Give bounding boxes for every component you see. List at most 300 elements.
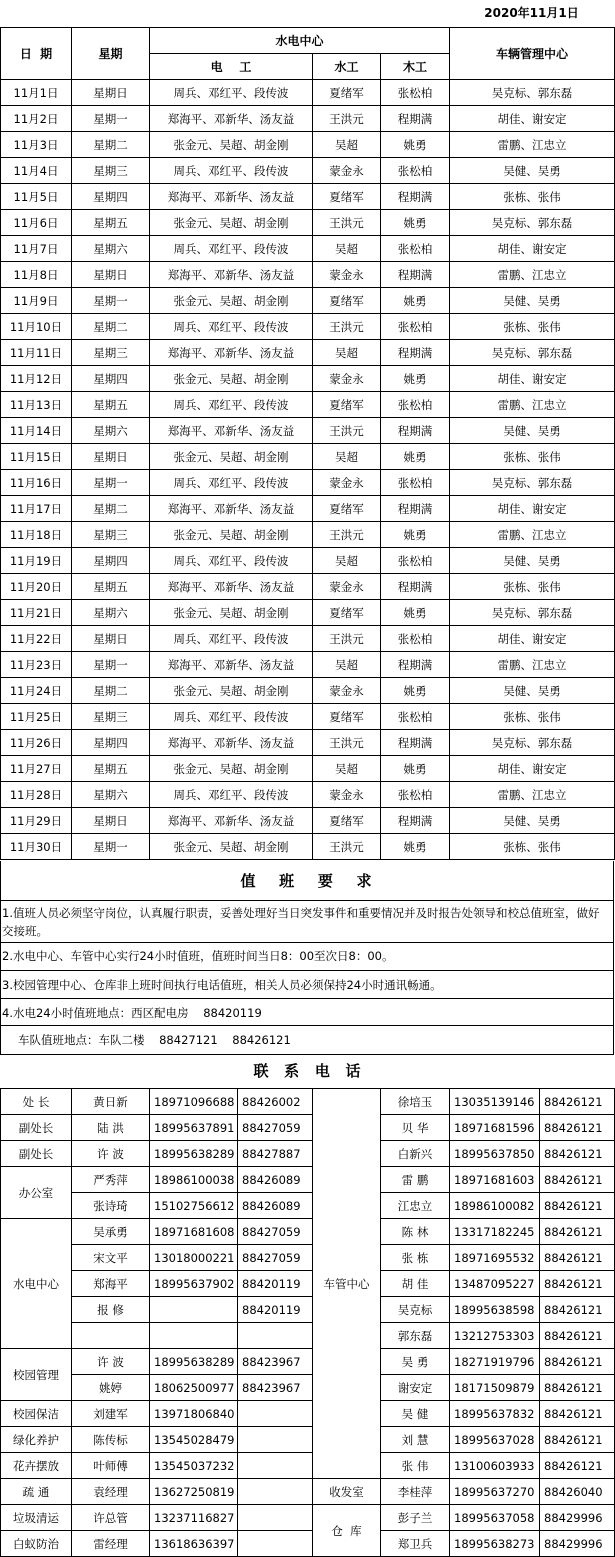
cell-weekday: 星期一 [72, 106, 150, 132]
contact-mobile: 18971681603 [450, 1167, 540, 1193]
cell-electricians: 郑海平、邓新华、汤友益 [150, 340, 313, 366]
cell-plumber: 吴超 [313, 548, 381, 574]
contact-name [72, 1323, 150, 1349]
cell-carpenter: 张松柏 [381, 314, 450, 340]
contact-tel: 88426121 [540, 1141, 615, 1167]
duty-schedule-table [0, 27, 615, 860]
cell-vehicle-staff: 吴健、吴勇 [450, 418, 615, 444]
contact-row [1, 1141, 615, 1167]
cell-weekday: 星期三 [72, 522, 150, 548]
contact-name: 陈传标 [72, 1427, 150, 1453]
contact-tel: 88426121 [540, 1219, 615, 1245]
cell-carpenter: 张松柏 [381, 158, 450, 184]
contact-mobile: 13212753303 [450, 1323, 540, 1349]
cell-weekday: 星期二 [72, 314, 150, 340]
contact-tel: 88426121 [540, 1349, 615, 1375]
cell-plumber: 蒙金永 [313, 158, 381, 184]
contact-row [1, 1219, 615, 1245]
contact-row [1, 1401, 615, 1427]
cell-weekday: 星期五 [72, 756, 150, 782]
contact-tel: 88420119 [238, 1271, 313, 1297]
contact-name: 谢安定 [381, 1375, 450, 1401]
contact-mobile: 18995638598 [450, 1297, 540, 1323]
cell-carpenter: 姚勇 [381, 132, 450, 158]
contact-tel: 88426121 [540, 1245, 615, 1271]
contact-row [1, 1167, 615, 1193]
schedule-row [1, 158, 615, 184]
cell-weekday: 星期日 [72, 808, 150, 834]
cell-electricians: 张金元、吴超、胡金刚 [150, 132, 313, 158]
schedule-row [1, 704, 615, 730]
cell-plumber: 蒙金永 [313, 782, 381, 808]
contact-name: 李桂萍 [381, 1479, 450, 1505]
cell-vehicle-staff: 胡佳、谢安定 [450, 496, 615, 522]
cell-electricians: 张金元、吴超、胡金刚 [150, 210, 313, 236]
contact-name: 张 栋 [381, 1245, 450, 1271]
cell-electricians: 郑海平、邓新华、汤友益 [150, 262, 313, 288]
contact-name: 刘建军 [72, 1401, 150, 1427]
cell-vehicle-staff: 吴健、吴勇 [450, 158, 615, 184]
contact-tel: 88426121 [540, 1427, 615, 1453]
cell-electricians: 张金元、吴超、胡金刚 [150, 600, 313, 626]
contact-tel: 88423967 [238, 1375, 313, 1401]
contact-dept-warehouse: 仓 库 [313, 1505, 381, 1557]
contact-dept: 副处长 [1, 1141, 72, 1167]
cell-plumber: 夏绪军 [313, 704, 381, 730]
schedule-row [1, 522, 615, 548]
cell-carpenter: 张松柏 [381, 626, 450, 652]
cell-date: 11月28日 [1, 782, 72, 808]
contact-tel: 88429996 [540, 1531, 615, 1557]
cell-electricians: 郑海平、邓新华、汤友益 [150, 184, 313, 210]
cell-electricians: 张金元、吴超、胡金刚 [150, 366, 313, 392]
cell-weekday: 星期四 [72, 366, 150, 392]
cell-date: 11月17日 [1, 496, 72, 522]
cell-carpenter: 程期满 [381, 574, 450, 600]
cell-carpenter: 张松柏 [381, 548, 450, 574]
divider [0, 1025, 614, 1026]
cell-electricians: 张金元、吴超、胡金刚 [150, 444, 313, 470]
cell-electricians: 郑海平、邓新华、汤友益 [150, 808, 313, 834]
contact-tel: 88426121 [540, 1323, 615, 1349]
cell-carpenter: 程期满 [381, 184, 450, 210]
contact-mobile: 18986100082 [450, 1193, 540, 1219]
contact-row [1, 1115, 615, 1141]
cell-weekday: 星期六 [72, 782, 150, 808]
contact-mobile: 18971695532 [450, 1245, 540, 1271]
cell-vehicle-staff: 吴健、吴勇 [450, 678, 615, 704]
cell-weekday: 星期一 [72, 288, 150, 314]
schedule-row [1, 678, 615, 704]
contact-mobile: 18995637832 [450, 1401, 540, 1427]
contact-mobile: 13100603933 [450, 1453, 540, 1479]
contact-tel: 88426089 [238, 1193, 313, 1219]
cell-date: 11月12日 [1, 366, 72, 392]
schedule-row [1, 834, 615, 860]
cell-plumber: 夏绪军 [313, 392, 381, 418]
contact-name: 黄日新 [72, 1089, 150, 1115]
cell-electricians: 周兵、邓红平、段传波 [150, 470, 313, 496]
contact-row [1, 1297, 615, 1323]
requirement-item-4: 4.水电24小时值班地点：西区配电房 88420119 [2, 1006, 262, 1020]
cell-plumber: 吴超 [313, 444, 381, 470]
contact-tel: 88426121 [540, 1453, 615, 1479]
contact-tel [238, 1401, 313, 1427]
contact-name: 郭东磊 [381, 1323, 450, 1349]
contact-row [1, 1375, 615, 1401]
contact-tel: 88426121 [540, 1401, 615, 1427]
cell-plumber: 蒙金永 [313, 574, 381, 600]
contact-mobile: 15102756612 [150, 1193, 238, 1219]
cell-electricians: 周兵、邓红平、段传波 [150, 236, 313, 262]
contact-mobile: 13545028479 [150, 1427, 238, 1453]
cell-date: 11月25日 [1, 704, 72, 730]
cell-date: 11月24日 [1, 678, 72, 704]
schedule-row [1, 392, 615, 418]
contact-name: 郑卫兵 [381, 1531, 450, 1557]
contact-dept: 校园保洁 [1, 1401, 72, 1427]
contact-name: 袁经理 [72, 1479, 150, 1505]
cell-date: 11月5日 [1, 184, 72, 210]
cell-carpenter: 程期满 [381, 496, 450, 522]
cell-plumber: 吴超 [313, 340, 381, 366]
cell-date: 11月7日 [1, 236, 72, 262]
divider [0, 942, 614, 943]
contact-mobile: 18995638289 [150, 1349, 238, 1375]
contact-mobile [150, 1323, 238, 1349]
schedule-row [1, 132, 615, 158]
cell-carpenter: 张松柏 [381, 704, 450, 730]
cell-carpenter: 姚勇 [381, 210, 450, 236]
cell-plumber: 夏绪军 [313, 288, 381, 314]
contact-dept-vehicle: 车管中心 [313, 1089, 381, 1479]
schedule-row [1, 782, 615, 808]
contact-tel [238, 1479, 313, 1505]
cell-electricians: 郑海平、邓新华、汤友益 [150, 730, 313, 756]
cell-vehicle-staff: 胡佳、谢安定 [450, 756, 615, 782]
contact-dept: 校园管理 [1, 1349, 72, 1401]
cell-date: 11月22日 [1, 626, 72, 652]
contact-name: 吴承勇 [72, 1219, 150, 1245]
cell-date: 11月6日 [1, 210, 72, 236]
cell-date: 11月1日 [1, 80, 72, 106]
cell-weekday: 星期日 [72, 626, 150, 652]
cell-vehicle-staff: 张栋、张伟 [450, 574, 615, 600]
contact-name: 刘 慧 [381, 1427, 450, 1453]
contact-tel: 88429996 [540, 1505, 615, 1531]
cell-plumber: 王洪元 [313, 314, 381, 340]
contact-name: 张诗琦 [72, 1193, 150, 1219]
col-header-carpenter: 木工 [381, 54, 450, 80]
cell-weekday: 星期五 [72, 210, 150, 236]
cell-weekday: 星期六 [72, 600, 150, 626]
schedule-row [1, 418, 615, 444]
contact-mobile: 18971096688 [150, 1089, 238, 1115]
cell-date: 11月19日 [1, 548, 72, 574]
cell-weekday: 星期六 [72, 418, 150, 444]
cell-carpenter: 程期满 [381, 730, 450, 756]
contact-name: 雷经理 [72, 1531, 150, 1557]
cell-plumber: 夏绪军 [313, 80, 381, 106]
cell-vehicle-staff: 吴健、吴勇 [450, 288, 615, 314]
cell-carpenter: 程期满 [381, 652, 450, 678]
col-header-vehicle: 车辆管理中心 [450, 28, 615, 80]
contact-dept: 疏 通 [1, 1479, 72, 1505]
contact-name: 江忠立 [381, 1193, 450, 1219]
col-header-electric: 电 工 [150, 54, 313, 80]
contact-row [1, 1245, 615, 1271]
col-header-plumber: 水工 [313, 54, 381, 80]
contact-name: 胡 佳 [381, 1271, 450, 1297]
contact-tel: 88427887 [238, 1141, 313, 1167]
contact-name: 白新兴 [381, 1141, 450, 1167]
cell-plumber: 蒙金永 [313, 470, 381, 496]
contact-tel: 88426121 [540, 1089, 615, 1115]
schedule-row [1, 366, 615, 392]
contact-mobile: 18995637270 [450, 1479, 540, 1505]
cell-date: 11月18日 [1, 522, 72, 548]
cell-weekday: 星期四 [72, 548, 150, 574]
cell-carpenter: 程期满 [381, 106, 450, 132]
cell-electricians: 张金元、吴超、胡金刚 [150, 756, 313, 782]
cell-vehicle-staff: 胡佳、谢安定 [450, 106, 615, 132]
cell-carpenter: 姚勇 [381, 444, 450, 470]
contact-dept: 白蚁防治 [1, 1531, 72, 1557]
cell-carpenter: 姚勇 [381, 522, 450, 548]
cell-electricians: 周兵、邓红平、段传波 [150, 704, 313, 730]
contact-name: 雷 鹏 [381, 1167, 450, 1193]
contact-name: 报 修 [72, 1297, 150, 1323]
contact-mobile: 18995638289 [150, 1141, 238, 1167]
cell-carpenter: 姚勇 [381, 288, 450, 314]
cell-carpenter: 程期满 [381, 340, 450, 366]
schedule-row [1, 652, 615, 678]
contact-tel: 88423967 [238, 1349, 313, 1375]
cell-vehicle-staff: 张栋、张伟 [450, 834, 615, 860]
contact-mobile: 18986100038 [150, 1167, 238, 1193]
cell-weekday: 星期五 [72, 392, 150, 418]
cell-carpenter: 张松柏 [381, 236, 450, 262]
cell-date: 11月9日 [1, 288, 72, 314]
cell-vehicle-staff: 胡佳、谢安定 [450, 236, 615, 262]
contact-row [1, 1453, 615, 1479]
contact-mobile: 18995637902 [150, 1271, 238, 1297]
contact-tel: 88426089 [238, 1167, 313, 1193]
contact-dept-mailroom: 收发室 [313, 1479, 381, 1505]
cell-electricians: 周兵、邓红平、段传波 [150, 80, 313, 106]
cell-weekday: 星期一 [72, 834, 150, 860]
contact-name: 吴 健 [381, 1401, 450, 1427]
cell-carpenter: 程期满 [381, 262, 450, 288]
cell-vehicle-staff: 雷鹏、江忠立 [450, 392, 615, 418]
cell-electricians: 周兵、邓红平、段传波 [150, 782, 313, 808]
contact-row [1, 1349, 615, 1375]
contact-tel: 88420119 [238, 1297, 313, 1323]
cell-electricians: 郑海平、邓新华、汤友益 [150, 574, 313, 600]
cell-electricians: 张金元、吴超、胡金刚 [150, 834, 313, 860]
col-header-weekday: 星期 [72, 28, 150, 80]
contact-dept: 水电中心 [1, 1219, 72, 1349]
schedule-row [1, 756, 615, 782]
cell-date: 11月26日 [1, 730, 72, 756]
contact-name: 陆 洪 [72, 1115, 150, 1141]
contact-tel [238, 1531, 313, 1557]
cell-date: 11月4日 [1, 158, 72, 184]
cell-electricians: 郑海平、邓新华、汤友益 [150, 652, 313, 678]
contact-mobile: 13545037232 [150, 1453, 238, 1479]
cell-carpenter: 张松柏 [381, 470, 450, 496]
cell-plumber: 蒙金永 [313, 366, 381, 392]
cell-weekday: 星期四 [72, 184, 150, 210]
cell-vehicle-staff: 吴克标、郭东磊 [450, 470, 615, 496]
contact-name: 许总管 [72, 1505, 150, 1531]
cell-plumber: 吴超 [313, 652, 381, 678]
schedule-row [1, 80, 615, 106]
cell-date: 11月23日 [1, 652, 72, 678]
cell-vehicle-staff: 张栋、张伟 [450, 184, 615, 210]
cell-plumber: 王洪元 [313, 522, 381, 548]
cell-plumber: 王洪元 [313, 106, 381, 132]
cell-carpenter: 姚勇 [381, 600, 450, 626]
contact-row [1, 1479, 615, 1505]
cell-electricians: 周兵、邓红平、段传波 [150, 626, 313, 652]
contact-mobile: 13627250819 [150, 1479, 238, 1505]
contact-mobile: 18995638273 [450, 1531, 540, 1557]
cell-carpenter: 张松柏 [381, 782, 450, 808]
cell-date: 11月8日 [1, 262, 72, 288]
contact-tel [238, 1427, 313, 1453]
requirement-item-2: 2.水电中心、车管中心实行24小时值班，值班时间当日8：00至次日8：00。 [2, 949, 394, 963]
cell-plumber: 夏绪军 [313, 184, 381, 210]
schedule-row [1, 496, 615, 522]
cell-vehicle-staff: 胡佳、谢安定 [450, 366, 615, 392]
cell-plumber: 夏绪军 [313, 808, 381, 834]
cell-electricians: 张金元、吴超、胡金刚 [150, 678, 313, 704]
contact-mobile: 18995637850 [450, 1141, 540, 1167]
contact-row [1, 1089, 615, 1115]
cell-electricians: 周兵、邓红平、段传波 [150, 392, 313, 418]
cell-vehicle-staff: 吴克标、郭东磊 [450, 600, 615, 626]
contact-row [1, 1531, 615, 1557]
cell-electricians: 周兵、邓红平、段传波 [150, 158, 313, 184]
schedule-row [1, 262, 615, 288]
divider [0, 970, 614, 971]
cell-vehicle-staff: 雷鹏、江忠立 [450, 132, 615, 158]
contact-name: 许 波 [72, 1141, 150, 1167]
contact-dept: 副处长 [1, 1115, 72, 1141]
contact-mobile: 18971681608 [150, 1219, 238, 1245]
contact-mobile: 13317182245 [450, 1219, 540, 1245]
cell-vehicle-staff: 张栋、张伟 [450, 314, 615, 340]
contact-tel: 88427059 [238, 1219, 313, 1245]
cell-weekday: 星期日 [72, 262, 150, 288]
contact-tel: 88426121 [540, 1271, 615, 1297]
cell-plumber: 蒙金永 [313, 262, 381, 288]
contact-tel: 88426121 [540, 1115, 615, 1141]
contact-mobile: 13237116827 [150, 1505, 238, 1531]
contact-mobile: 18995637891 [150, 1115, 238, 1141]
requirement-item-5: 车队值班地点：车队二楼 88427121 88426121 [18, 1033, 291, 1047]
schedule-row [1, 574, 615, 600]
cell-carpenter: 姚勇 [381, 756, 450, 782]
contact-mobile: 13487095227 [450, 1271, 540, 1297]
schedule-row [1, 808, 615, 834]
cell-plumber: 王洪元 [313, 418, 381, 444]
col-header-date: 日 期 [1, 28, 72, 80]
contact-tel: 88426121 [540, 1297, 615, 1323]
cell-vehicle-staff: 雷鹏、江忠立 [450, 782, 615, 808]
cell-weekday: 星期六 [72, 236, 150, 262]
contact-name: 贝 华 [381, 1115, 450, 1141]
contact-name: 姚婷 [72, 1375, 150, 1401]
contact-tel: 88426040 [540, 1479, 615, 1505]
cell-vehicle-staff: 吴克标、郭东磊 [450, 210, 615, 236]
contact-name: 彭子兰 [381, 1505, 450, 1531]
cell-carpenter: 姚勇 [381, 834, 450, 860]
cell-plumber: 王洪元 [313, 834, 381, 860]
cell-plumber: 夏绪军 [313, 600, 381, 626]
cell-date: 11月3日 [1, 132, 72, 158]
contact-tel [238, 1505, 313, 1531]
cell-weekday: 星期日 [72, 444, 150, 470]
cell-weekday: 星期日 [72, 80, 150, 106]
contact-row [1, 1193, 615, 1219]
cell-plumber: 夏绪军 [313, 496, 381, 522]
contact-mobile: 13618636397 [150, 1531, 238, 1557]
cell-vehicle-staff: 吴克标、郭东磊 [450, 80, 615, 106]
cell-carpenter: 张松柏 [381, 392, 450, 418]
cell-date: 11月13日 [1, 392, 72, 418]
cell-date: 11月10日 [1, 314, 72, 340]
contact-dept: 办公室 [1, 1167, 72, 1219]
cell-vehicle-staff: 吴克标、郭东磊 [450, 340, 615, 366]
cell-vehicle-staff: 胡佳、谢安定 [450, 626, 615, 652]
schedule-row [1, 106, 615, 132]
schedule-row [1, 444, 615, 470]
contact-mobile: 13035139146 [450, 1089, 540, 1115]
schedule-row [1, 314, 615, 340]
requirements-title: 值 班 要 求 [0, 861, 614, 901]
cell-electricians: 郑海平、邓新华、汤友益 [150, 496, 313, 522]
cell-electricians: 张金元、吴超、胡金刚 [150, 288, 313, 314]
contact-name: 宋文平 [72, 1245, 150, 1271]
contact-name: 吴克标 [381, 1297, 450, 1323]
cell-date: 11月16日 [1, 470, 72, 496]
schedule-row [1, 184, 615, 210]
cell-electricians: 周兵、邓红平、段传波 [150, 314, 313, 340]
contact-dept: 垃圾清运 [1, 1505, 72, 1531]
cell-plumber: 吴超 [313, 132, 381, 158]
cell-carpenter: 程期满 [381, 808, 450, 834]
requirement-item-3: 3.校园管理中心、仓库非上班时间执行电话值班，相关人员必须保持24小时通讯畅通。 [2, 978, 442, 992]
schedule-row [1, 340, 615, 366]
contact-row [1, 1271, 615, 1297]
contacts-title: 联 系 电 话 [253, 1062, 361, 1080]
cell-vehicle-staff: 吴健、吴勇 [450, 808, 615, 834]
contact-mobile: 18171509879 [450, 1375, 540, 1401]
contact-name: 陈 林 [381, 1219, 450, 1245]
contact-mobile: 13971806840 [150, 1401, 238, 1427]
contact-mobile [150, 1297, 238, 1323]
contact-dept: 处 长 [1, 1089, 72, 1115]
cell-date: 11月14日 [1, 418, 72, 444]
contact-tel: 88426121 [540, 1167, 615, 1193]
contact-name: 徐培玉 [381, 1089, 450, 1115]
cell-carpenter: 姚勇 [381, 366, 450, 392]
contact-name: 张 伟 [381, 1453, 450, 1479]
cell-vehicle-staff: 张栋、张伟 [450, 704, 615, 730]
cell-vehicle-staff: 张栋、张伟 [450, 444, 615, 470]
